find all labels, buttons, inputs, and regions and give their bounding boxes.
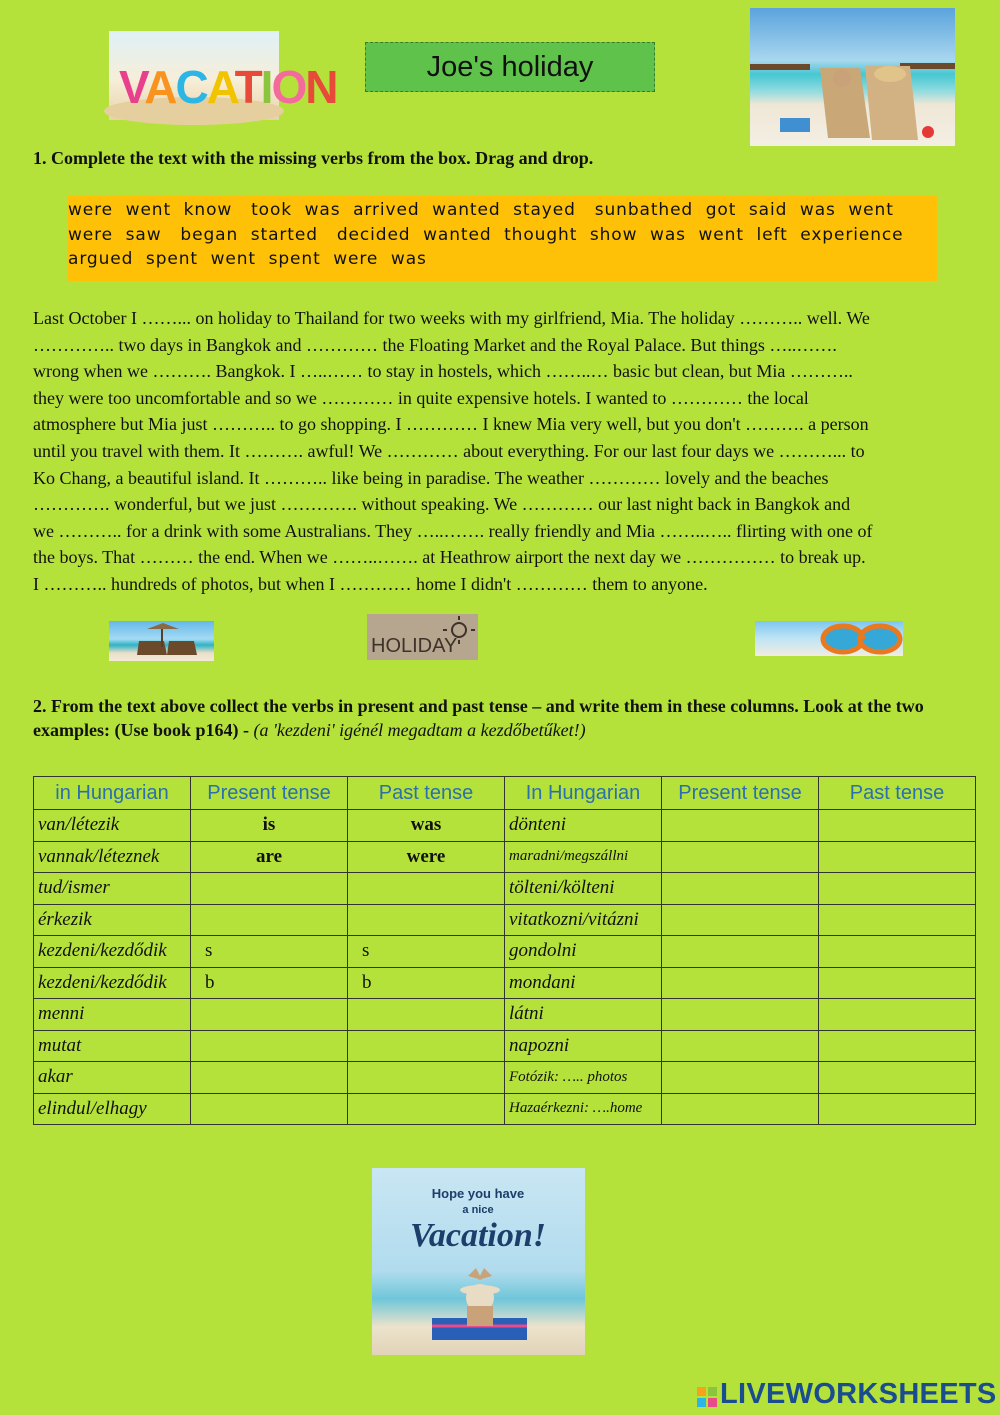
hungarian-verb-cell: érkezik [34, 904, 191, 936]
present-tense-answer-cell[interactable] [662, 904, 819, 936]
story-line: Ko Chang, a beautiful island. It ……….. like being in paradise. The weather ………… lovely and the beaches [33, 467, 829, 488]
hungarian-verb-cell: akar [34, 1062, 191, 1094]
past-tense-answer-cell[interactable] [819, 841, 976, 873]
table-row [34, 841, 976, 873]
past-tense-answer-cell[interactable] [819, 967, 976, 999]
past-tense-answer-cell[interactable] [348, 1062, 505, 1094]
column-header: Present tense [191, 777, 348, 810]
verb-bank-line[interactable]: were saw began started decided wanted thought show was went left experience [68, 224, 904, 245]
past-tense-answer-cell[interactable] [819, 999, 976, 1031]
past-tense-answer-cell[interactable] [819, 873, 976, 905]
exercise-1-instruction: 1. Complete the text with the missing verbs from the box. Drag and drop. [33, 148, 594, 168]
greeting-line-2: a nice [462, 1204, 494, 1216]
beach-chairs-photo [750, 8, 955, 146]
past-tense-answer-cell[interactable] [348, 1093, 505, 1125]
liveworksheets-logo[interactable] [697, 1378, 997, 1411]
hungarian-verb-cell: dönteni [505, 810, 662, 842]
table-row [34, 1093, 976, 1125]
present-tense-answer-cell[interactable] [662, 873, 819, 905]
sunglasses-illustration [755, 621, 903, 656]
story-line: they were too uncomfortable and so we ………… in quite expensive hotels. I wanted to ………… the local [33, 387, 809, 408]
table-row [34, 904, 976, 936]
past-tense-answer-cell[interactable] [348, 1030, 505, 1062]
past-tense-answer-cell[interactable]: b [348, 967, 505, 999]
past-tense-answer-cell[interactable] [348, 999, 505, 1031]
story-line: until you travel with them. It ………. awful! We ………… about everything. For our last four days we ………... to [33, 440, 865, 461]
past-tense-answer-cell[interactable] [819, 936, 976, 968]
hungarian-verb-cell: Fotózik: ….. photos [505, 1062, 662, 1094]
column-header: In Hungarian [505, 777, 662, 810]
present-tense-answer-cell[interactable] [662, 936, 819, 968]
past-tense-cell: were [348, 841, 505, 873]
table-row [34, 1030, 976, 1062]
sunglasses-image [755, 621, 903, 656]
hungarian-verb-cell: menni [34, 999, 191, 1031]
holiday-sand-image [367, 614, 478, 660]
present-tense-cell: are [191, 841, 348, 873]
present-tense-answer-cell[interactable] [191, 1062, 348, 1094]
past-tense-answer-cell[interactable] [819, 1093, 976, 1125]
past-tense-answer-cell[interactable] [819, 1030, 976, 1062]
holiday-sand-text: HOLIDAY [371, 635, 458, 657]
hungarian-verb-cell: tölteni/költeni [505, 873, 662, 905]
present-tense-answer-cell[interactable] [662, 1062, 819, 1094]
verb-bank-line[interactable]: were went know took was arrived wanted stayed sunbathed got said was went [68, 200, 894, 220]
hungarian-verb-cell: gondolni [505, 936, 662, 968]
past-tense-answer-cell[interactable] [348, 904, 505, 936]
vacation-logo-art [109, 31, 337, 120]
table-row [34, 810, 976, 842]
brand-text: LIVEWORKSHEETS [720, 1378, 997, 1410]
hungarian-verb-cell: vitatkozni/vitázni [505, 904, 662, 936]
present-tense-answer-cell[interactable] [662, 810, 819, 842]
table-row [34, 873, 976, 905]
past-tense-answer-cell[interactable]: s [348, 936, 505, 968]
verb-word-bank [68, 196, 937, 281]
story-line: I ……….. hundreds of photos, but when I ………… home I didn't ………… them to anyone. [33, 573, 708, 594]
table-row [34, 967, 976, 999]
beach-chairs-illustration [750, 8, 955, 146]
present-tense-answer-cell[interactable] [662, 1030, 819, 1062]
present-tense-answer-cell[interactable] [191, 1093, 348, 1125]
present-tense-answer-cell[interactable] [191, 999, 348, 1031]
hungarian-verb-cell: látni [505, 999, 662, 1031]
story-line: Last October I ……... on holiday to Thailand for two weeks with my girlfriend, Mia. The holiday ……….. well. We [33, 308, 870, 328]
exercise-2-instruction [33, 694, 973, 742]
table-header-row [34, 777, 976, 810]
greeting-line-3: Vacation! [409, 1217, 547, 1254]
beach-loungers-illustration [109, 621, 214, 661]
story-text [33, 305, 973, 598]
table-row [34, 1062, 976, 1094]
hungarian-verb-cell: vannak/léteznek [34, 841, 191, 873]
present-tense-answer-cell[interactable] [191, 873, 348, 905]
vacation-logo-image [109, 31, 337, 120]
past-tense-answer-cell[interactable] [348, 873, 505, 905]
story-line: …………. wonderful, but we just …………. without speaking. We ………… our last night back in Bangkok and [33, 494, 851, 515]
liveworksheets-logo-icon [697, 1382, 717, 1402]
page-title: Joe's holiday [365, 42, 655, 92]
present-tense-answer-cell[interactable] [191, 904, 348, 936]
beach-loungers-image [109, 621, 214, 661]
story-line: we ……….. for a drink with some Australians. They …..……. really friendly and Mia ……..….. flirting with one of [33, 520, 873, 541]
exercise-2-instruction-text: 2. From the text above collect the verbs in present and past tense – and write them in these columns. Look at the two examples: (Use book p164) - [33, 696, 924, 740]
hungarian-verb-cell: mutat [34, 1030, 191, 1062]
svg-text:VACATION: VACATION [119, 61, 337, 113]
column-header: Past tense [348, 777, 505, 810]
story-line: atmosphere but Mia just ……….. to go shopping. I ………… I knew Mia very well, but you don't ………. a person [33, 414, 869, 435]
past-tense-answer-cell[interactable] [819, 904, 976, 936]
hungarian-verb-cell: elindul/elhagy [34, 1093, 191, 1125]
story-line: ………….. two days in Bangkok and ………… the Floating Market and the Royal Palace. But things …..……. [33, 334, 837, 355]
story-line: wrong when we ………. Bangkok. I …..…… to stay in hostels, which ……..… basic but clean, but Mia ……….. [33, 361, 853, 382]
verb-tense-table [33, 776, 976, 1125]
past-tense-answer-cell[interactable] [819, 810, 976, 842]
holiday-sand-illustration [367, 614, 478, 660]
nice-vacation-image [372, 1168, 585, 1355]
present-tense-answer-cell[interactable] [662, 999, 819, 1031]
table-row [34, 999, 976, 1031]
present-tense-cell: is [191, 810, 348, 842]
present-tense-answer-cell[interactable] [191, 1030, 348, 1062]
column-header: Past tense [819, 777, 976, 810]
present-tense-answer-cell[interactable] [662, 1093, 819, 1125]
nice-vacation-illustration [372, 1168, 585, 1355]
hungarian-verb-cell: mondani [505, 967, 662, 999]
column-header: Present tense [662, 777, 819, 810]
hungarian-verb-cell: napozni [505, 1030, 662, 1062]
greeting-line-1: Hope you have [431, 1186, 525, 1201]
present-tense-answer-cell[interactable]: s [191, 936, 348, 968]
past-tense-answer-cell[interactable] [819, 1062, 976, 1094]
column-header: in Hungarian [34, 777, 191, 810]
hungarian-verb-cell: van/létezik [34, 810, 191, 842]
present-tense-answer-cell[interactable]: b [191, 967, 348, 999]
story-line: the boys. That ……… the end. When we ……..……. at Heathrow airport the next day we …………… to break up. [33, 547, 866, 568]
verb-bank-line[interactable]: argued spent went spent were was [68, 249, 427, 269]
hungarian-verb-cell: kezdeni/kezdődik [34, 936, 191, 968]
exercise-2-note: (a 'kezdeni' igénél megadtam a kezdőbetűket!) [253, 720, 586, 740]
table-row [34, 936, 976, 968]
present-tense-answer-cell[interactable] [662, 967, 819, 999]
hungarian-verb-cell: Hazaérkezni: ….home [505, 1093, 662, 1125]
hungarian-verb-cell: kezdeni/kezdődik [34, 967, 191, 999]
past-tense-cell: was [348, 810, 505, 842]
present-tense-answer-cell[interactable] [662, 841, 819, 873]
hungarian-verb-cell: tud/ismer [34, 873, 191, 905]
hungarian-verb-cell: maradni/megszállni [505, 841, 662, 873]
